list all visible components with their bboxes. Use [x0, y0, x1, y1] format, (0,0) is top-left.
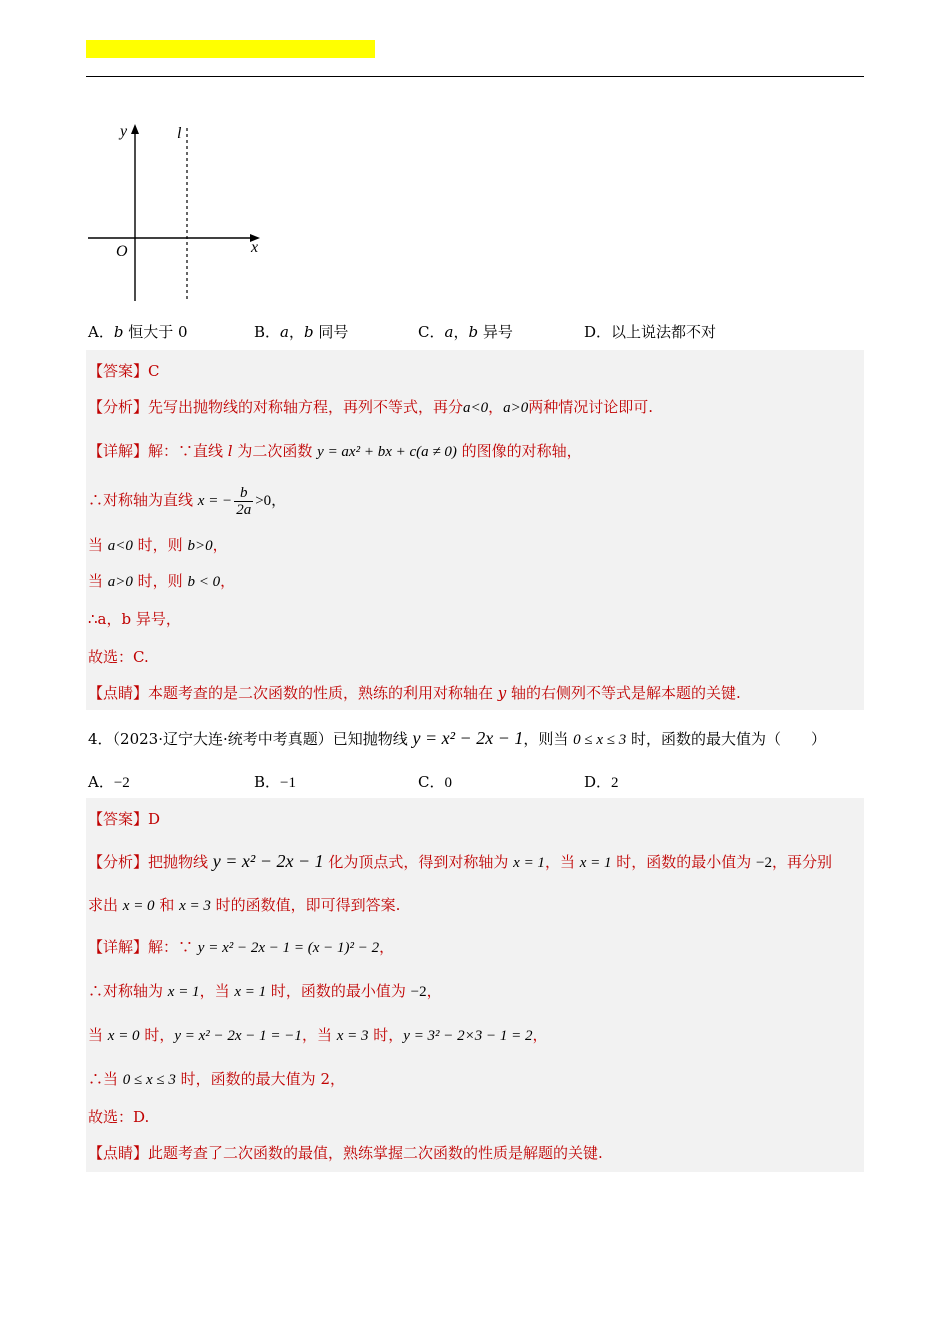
q4-option-b: B．−1 [254, 773, 296, 791]
q3-option-c: C．a，b 异号 [418, 323, 513, 341]
q3-option-b: B．a，b 同号 [254, 323, 349, 341]
q3-option-a: A．b 恒大于 0 [88, 323, 188, 341]
q3-conclusion-line: ∴a，b 异号， [88, 610, 181, 628]
q4-analysis-line-2: 求出 x = 0 和 x = 3 时的函数值，即可得到答案. [88, 896, 401, 914]
q3-comment-line: 【点睛】本题考查的是二次函数的性质，熟练的利用对称轴在 y 轴的右侧列不等式是解本题的关键. [88, 684, 741, 702]
line-l-label: l [177, 125, 182, 142]
q3-answer-line: 【答案】C [88, 362, 160, 380]
q4-option-a: A．−2 [88, 773, 130, 791]
q3-axis-line: ∴对称轴为直线 x = − $\frac{b}{2a}$ >0， [88, 484, 287, 518]
q3-option-d: D．以上说法都不对 [584, 323, 717, 341]
y-axis-arrow [131, 124, 139, 134]
q3-solution-panel [86, 350, 864, 710]
q4-option-c: C．0 [418, 773, 452, 791]
q4-options [88, 770, 848, 794]
header-rule [86, 76, 864, 77]
q4-choice-line: 故选：D. [88, 1108, 150, 1126]
q4-detail-line: 【详解】解：∵ y = x² − 2x − 1 = (x − 1)² − 2， [88, 938, 395, 956]
q4-axis-line: ∴对称轴为 x = 1，当 x = 1 时，函数的最小值为 −2， [88, 982, 442, 1000]
q4-answer-line: 【答案】D [88, 810, 161, 828]
q4-option-d: D．2 [584, 773, 619, 791]
coordinate-figure [86, 118, 276, 308]
q4-comment-line: 【点睛】此题考查了二次函数的最值，熟练掌握二次函数的性质是解题的关键. [88, 1144, 603, 1162]
q3-detail-line: 【详解】解：∵直线 l 为二次函数 y = ax² + bx + c(a ≠ 0) 的图像的对称轴， [88, 442, 582, 460]
q3-case-a-positive: 当 a>0 时，则 b < 0， [88, 572, 236, 590]
q4-solution-panel [86, 798, 864, 1172]
q4-values-line: 当 x = 0 时，y = x² − 2x − 1 = −1，当 x = 3 时，y = 3² − 2×3 − 1 = 2， [88, 1026, 548, 1044]
q4-stem: 4．（2023·辽宁大连·统考中考真题）已知抛物线 y = x² − 2x − 1，则当 0 ≤ x ≤ 3 时，函数的最大值为（ ） [88, 728, 827, 748]
origin-label: O [116, 243, 128, 260]
axis-diagram [86, 118, 276, 308]
fraction-b-over-2a: $\frac{b}{2a}$ [236, 484, 252, 518]
x-axis-label: x [251, 239, 259, 256]
q4-analysis-line-1: 【分析】把抛物线 y = x² − 2x − 1 化为顶点式，得到对称轴为 x = 1，当 x = 1 时，函数的最小值为 −2，再分别 [88, 851, 833, 871]
q3-case-a-negative: 当 a<0 时，则 b>0， [88, 536, 228, 554]
q4-conclusion-line: ∴当 0 ≤ x ≤ 3 时，函数的最大值为 2， [88, 1070, 345, 1088]
header-highlight-bar [86, 40, 375, 58]
q3-analysis-line: 【分析】先写出抛物线的对称轴方程，再列不等式，再分a<0，a>0两种情况讨论即可. [88, 398, 654, 416]
y-axis-label: y [120, 123, 128, 140]
q3-choice-line: 故选：C. [88, 648, 149, 666]
q3-options [88, 320, 848, 344]
